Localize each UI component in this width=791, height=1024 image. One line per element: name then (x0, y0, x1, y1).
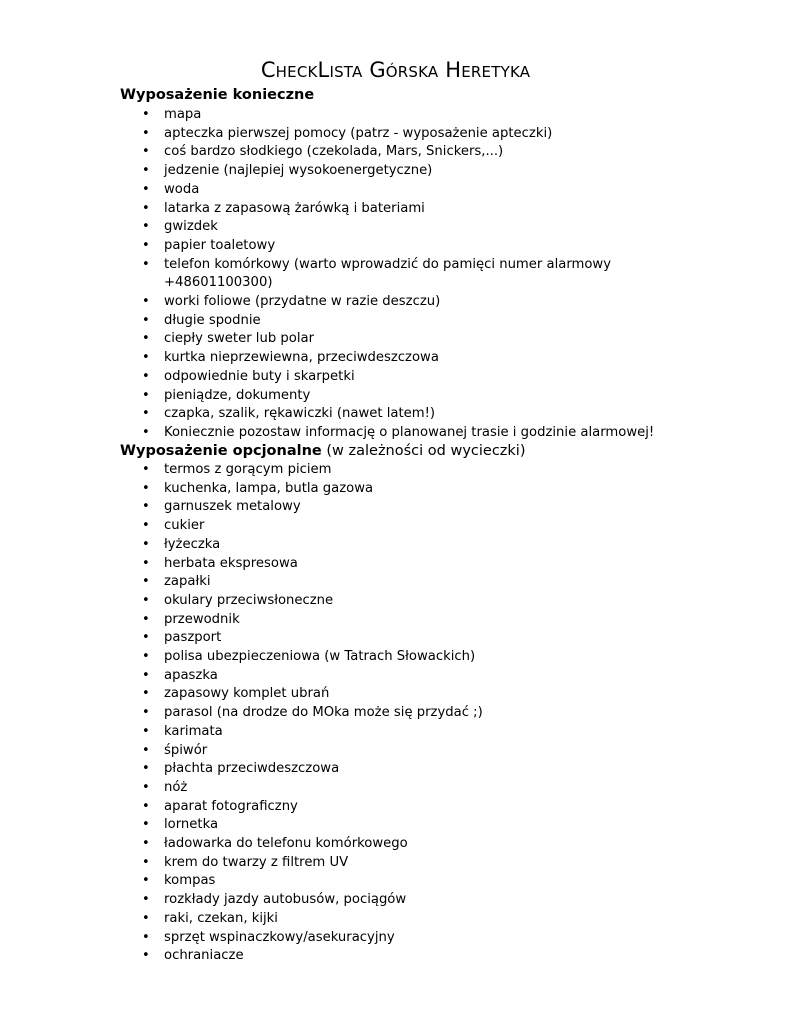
list-item: • parasol (na drodze do MOka może się przydać ;) (120, 704, 483, 723)
list-item: • polisa ubezpieczeniowa (w Tatrach Słowackich) (120, 648, 483, 667)
list-item: • krem do twarzy z filtrem UV (120, 854, 483, 873)
list-item: • odpowiednie buty i skarpetki (120, 368, 654, 387)
list-item: • coś bardzo słodkiego (czekolada, Mars, Snickers,...) (120, 143, 654, 162)
list-item: • zapasowy komplet ubrań (120, 685, 483, 704)
list-item: • sprzęt wspinaczkowy/asekuracyjny (120, 929, 483, 948)
section-heading-optional (120, 443, 526, 459)
list-item: • Koniecznie pozostaw informację o planowanej trasie i godzinie alarmowej! (120, 424, 654, 443)
list-item: • przewodnik (120, 611, 483, 630)
list-item: • pieniądze, dokumenty (120, 387, 654, 406)
list-item: • nóż (120, 779, 483, 798)
list-item: • mapa (120, 106, 654, 125)
list-item: • kuchenka, lampa, butla gazowa (120, 480, 483, 499)
list-item: • ochraniacze (120, 947, 483, 966)
list-item: • okulary przeciwsłoneczne (120, 592, 483, 611)
list-item: • paszport (120, 629, 483, 648)
list-item: • termos z gorącym piciem (120, 461, 483, 480)
list-item: • kompas (120, 872, 483, 891)
optional-equipment-list (120, 461, 483, 966)
list-item: • lornetka (120, 816, 483, 835)
list-item: • latarka z zapasową żarówką i bateriami (120, 200, 654, 219)
section-heading-required (120, 87, 314, 103)
list-item: • apteczka pierwszej pomocy (patrz - wyposażenie apteczki) (120, 125, 654, 144)
list-item: • długie spodnie (120, 312, 654, 331)
list-item-line: +48601100300) (164, 275, 273, 291)
list-item: • cukier (120, 517, 483, 536)
list-item: • raki, czekan, kijki (120, 910, 483, 929)
list-item: • kurtka nieprzewiewna, przeciwdeszczowa (120, 349, 654, 368)
list-item: • garnuszek metalowy (120, 498, 483, 517)
list-item: • aparat fotograficzny (120, 798, 483, 817)
list-item: • worki foliowe (przydatne w razie deszczu) (120, 293, 654, 312)
list-item: • zapałki (120, 573, 483, 592)
page-title: CheckLista Górska Heretyka (260, 58, 531, 82)
list-item: • karimata (120, 723, 483, 742)
list-item-line: • telefon komórkowy (warto wprowadzić do pamięci numer alarmowy (164, 256, 612, 272)
section-heading-text: Wyposażenie konieczne (120, 87, 315, 103)
list-item: • czapka, szalik, rękawiczki (nawet latem!) (120, 405, 654, 424)
required-equipment-list (120, 106, 654, 443)
section-heading-text: Wyposażenie opcjonalne (120, 443, 322, 459)
list-item: • ciepły sweter lub polar (120, 330, 654, 349)
list-item: • papier toaletowy (120, 237, 654, 256)
section-heading-note: (w zależności od wycieczki) (326, 443, 526, 459)
list-item: • ładowarka do telefonu komórkowego (120, 835, 483, 854)
list-item: • woda (120, 181, 654, 200)
list-item: • łyżeczka (120, 536, 483, 555)
list-item (120, 256, 654, 293)
list-item: • apaszka (120, 667, 483, 686)
list-item: • płachta przeciwdeszczowa (120, 760, 483, 779)
list-item: • jedzenie (najlepiej wysokoenergetyczne) (120, 162, 654, 181)
list-item: • herbata ekspresowa (120, 555, 483, 574)
list-item: • rozkłady jazdy autobusów, pociągów (120, 891, 483, 910)
list-item: • śpiwór (120, 742, 483, 761)
list-item: • gwizdek (120, 218, 654, 237)
